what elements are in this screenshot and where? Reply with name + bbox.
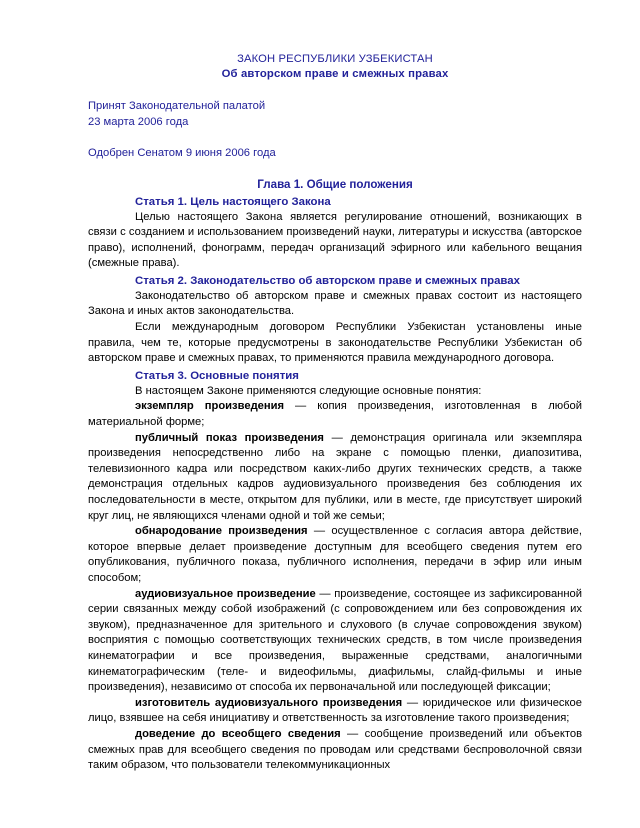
definition-term: аудиовизуальное произведение <box>135 587 316 600</box>
article-2 <box>88 273 582 367</box>
definition-term: изготовитель аудиовизуального произведения <box>135 696 403 709</box>
article-1-heading: Статья 1. Цель настоящего Закона <box>135 195 331 208</box>
definition-dash: — <box>402 696 423 709</box>
article-3 <box>88 368 582 774</box>
article-3-heading: Статья 3. Основные понятия <box>135 369 299 382</box>
definition-dash: — <box>284 400 318 413</box>
definition-ekzemplyar <box>88 399 582 430</box>
definition-body: копия произведения, изготовленная в любой материальной форме; <box>88 400 582 429</box>
article-2-paragraph-2: Если международным договором Республики Узбекистан установлены иные правила, чем те, которые предусмотрены в законодательстве Республики Узбекистан об авторском праве и смежных правах, то применяются правила международного договора. <box>88 321 582 365</box>
law-title-subject: Об авторском праве и смежных правах <box>221 68 449 80</box>
adoption-date: 23 марта 2006 года <box>88 115 189 128</box>
definition-term: публичный показ произведения <box>135 431 324 444</box>
approval-senate: Одобрен Сенатом 9 июня 2006 года <box>88 147 276 159</box>
definition-body: юридическое или физическое лицо, взявшее на себя инициативу и ответственность за изготовление такого произведения; <box>88 696 582 725</box>
chapter-heading: Глава 1. Общие положения <box>257 177 413 191</box>
definition-term: экземпляр произведения <box>135 400 285 413</box>
definition-term: обнародование произведения <box>135 525 308 538</box>
law-title-primary: ЗАКОН РЕСПУБЛИКИ УЗБЕКИСТАН <box>237 53 433 65</box>
definition-obnarodovanie <box>88 524 582 586</box>
approval-note <box>88 146 582 162</box>
definition-body: сообщение произведений или объектов смежных прав для всеобщего сведения по проводам или средствами беспроволочной связи таким образом, что пользователи телекоммуникационных <box>88 727 583 772</box>
definition-dash: — <box>340 727 365 740</box>
title-block <box>88 52 582 82</box>
article-2-heading: Статья 2. Законодательство об авторском праве и смежных правах <box>135 274 520 287</box>
adoption-authority: Принят Законодательной палатой <box>88 100 266 112</box>
definition-dash: — <box>315 587 335 600</box>
article-1-paragraph: Целью настоящего Закона является регулирование отношений, возникающих в связи с созданием и использованием произведений науки, литературы и искусства (авторское право), исполнений, фонограмм, передач организаций эфирного или кабельного вещания (смежные права). <box>88 210 582 270</box>
definition-dash: — <box>307 525 332 538</box>
definition-izgotovitel <box>88 696 582 727</box>
definition-term: доведение до всеобщего сведения <box>135 727 341 740</box>
definition-audiovizualnoe-proizvedenie <box>88 587 582 696</box>
article-1 <box>88 194 582 272</box>
definition-body: осуществленное с согласия автора действие, которое впервые делает произведение доступным для всеобщего сведения путем его опубликования, публичного показа, публичного исполнения, передачи в эфир или иным способом; <box>88 525 582 584</box>
definition-body: произведение, состоящее из зафиксированной серии связанных между собой изображений (с сопровождением или без сопровождения их звуком), предназначенное для зрительного и слухового (в случае сопровождения звуком) восприятия с помощью соответствующих технических средств, в том числе произведения кинематографии и все произведения, выраженные средствами, аналогичными кинематографическим (теле- и видеофильмы, диафильмы, слайд-фильмы и иные произведения), независимо от способа их первоначальной или последующей фиксации; <box>88 587 583 694</box>
definition-dovedenie-do-vseobshchego-svedeniya <box>88 727 582 774</box>
adoption-note <box>88 99 582 130</box>
article-2-paragraph-1: Законодательство об авторском праве и смежных правах состоит из настоящего Закона и иных актов законодательства. <box>88 289 582 318</box>
definition-dash: — <box>323 431 351 444</box>
definition-body: демонстрация оригинала или экземпляра произведения непосредственно либо на экране с помощью пленки, диапозитива, телевизионного кадра или посредством каких-либо других технических средств, а также демонстрация отдельных кадров аудиовизуального произведения без соблюдения их последовательности в месте, открытом для публики, или в месте, где присутствует широкий круг лиц, не являющихся членами одной и той же семьи; <box>88 431 582 522</box>
definition-publichnyy-pokaz <box>88 431 582 525</box>
article-3-intro: В настоящем Законе применяются следующие основные понятия: <box>135 384 482 397</box>
